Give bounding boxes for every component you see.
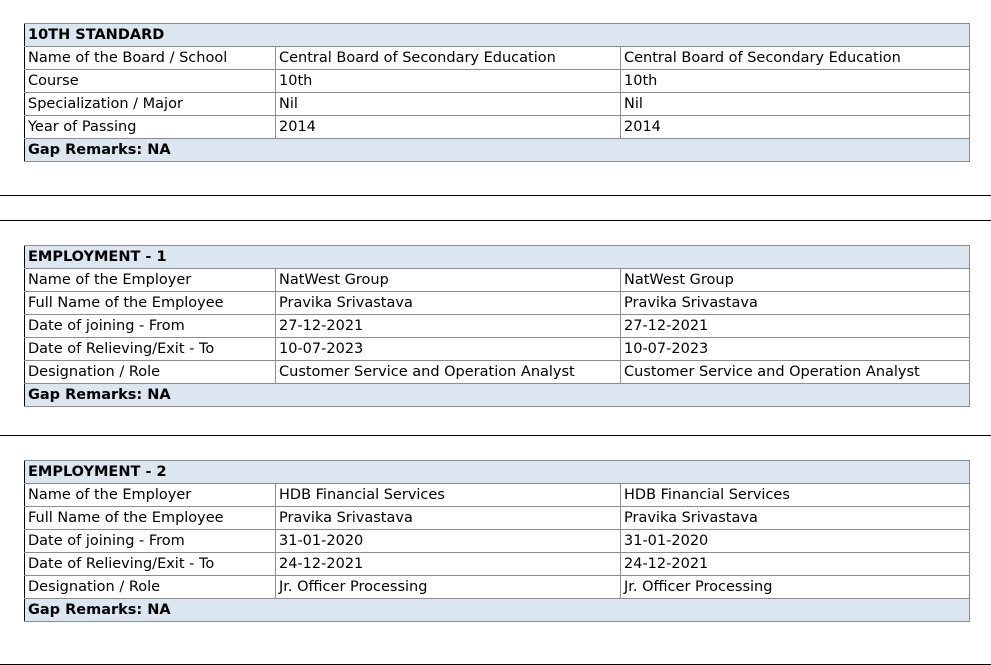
table-row [25, 338, 970, 361]
row-value-1: Pravika Srivastava [276, 507, 621, 530]
table-row [25, 315, 970, 338]
table-row [25, 530, 970, 553]
row-label: Designation / Role [25, 361, 276, 384]
row-value-2: Nil [621, 93, 970, 116]
row-value-1: Jr. Officer Processing [276, 576, 621, 599]
row-value-1: Customer Service and Operation Analyst [276, 361, 621, 384]
row-label: Full Name of the Employee [25, 292, 276, 315]
row-value-2: Pravika Srivastava [621, 507, 970, 530]
row-label: Date of joining - From [25, 315, 276, 338]
table-row [25, 576, 970, 599]
row-label: Full Name of the Employee [25, 507, 276, 530]
row-label: Name of the Employer [25, 484, 276, 507]
row-value-2: 27-12-2021 [621, 315, 970, 338]
gap-remarks: Gap Remarks: NA [25, 599, 970, 622]
section-title: EMPLOYMENT - 1 [25, 246, 970, 269]
table-row [25, 292, 970, 315]
row-value-1: 27-12-2021 [276, 315, 621, 338]
row-value-2: 10-07-2023 [621, 338, 970, 361]
table-row [25, 484, 970, 507]
row-value-2: HDB Financial Services [621, 484, 970, 507]
row-value-1: 24-12-2021 [276, 553, 621, 576]
table-row [25, 93, 970, 116]
row-value-2: 10th [621, 70, 970, 93]
row-label: Name of the Board / School [25, 47, 276, 70]
row-value-2: Pravika Srivastava [621, 292, 970, 315]
employment-2-table [24, 460, 970, 622]
row-label: Name of the Employer [25, 269, 276, 292]
row-label: Year of Passing [25, 116, 276, 139]
row-value-1: NatWest Group [276, 269, 621, 292]
table-row [25, 361, 970, 384]
row-value-1: HDB Financial Services [276, 484, 621, 507]
row-value-2: NatWest Group [621, 269, 970, 292]
table-row [25, 116, 970, 139]
table-row [25, 70, 970, 93]
row-value-2: Jr. Officer Processing [621, 576, 970, 599]
row-label: Date of Relieving/Exit - To [25, 338, 276, 361]
row-value-1: 31-01-2020 [276, 530, 621, 553]
row-value-2: 2014 [621, 116, 970, 139]
employment-1-table [24, 245, 970, 407]
gap-remarks: Gap Remarks: NA [25, 384, 970, 407]
row-label: Course [25, 70, 276, 93]
row-label: Date of Relieving/Exit - To [25, 553, 276, 576]
gap-remarks: Gap Remarks: NA [25, 139, 970, 162]
row-value-1: Pravika Srivastava [276, 292, 621, 315]
row-value-2: 31-01-2020 [621, 530, 970, 553]
table-row [25, 507, 970, 530]
row-label: Specialization / Major [25, 93, 276, 116]
row-label: Date of joining - From [25, 530, 276, 553]
row-label: Designation / Role [25, 576, 276, 599]
row-value-1: 10-07-2023 [276, 338, 621, 361]
section-title: 10TH STANDARD [25, 24, 970, 47]
education-10th-table [24, 23, 970, 162]
table-row [25, 553, 970, 576]
table-row [25, 269, 970, 292]
row-value-2: 24-12-2021 [621, 553, 970, 576]
row-value-1: Nil [276, 93, 621, 116]
row-value-1: 10th [276, 70, 621, 93]
row-value-1: 2014 [276, 116, 621, 139]
row-value-2: Customer Service and Operation Analyst [621, 361, 970, 384]
table-row [25, 47, 970, 70]
row-value-1: Central Board of Secondary Education [276, 47, 621, 70]
section-title: EMPLOYMENT - 2 [25, 461, 970, 484]
row-value-2: Central Board of Secondary Education [621, 47, 970, 70]
